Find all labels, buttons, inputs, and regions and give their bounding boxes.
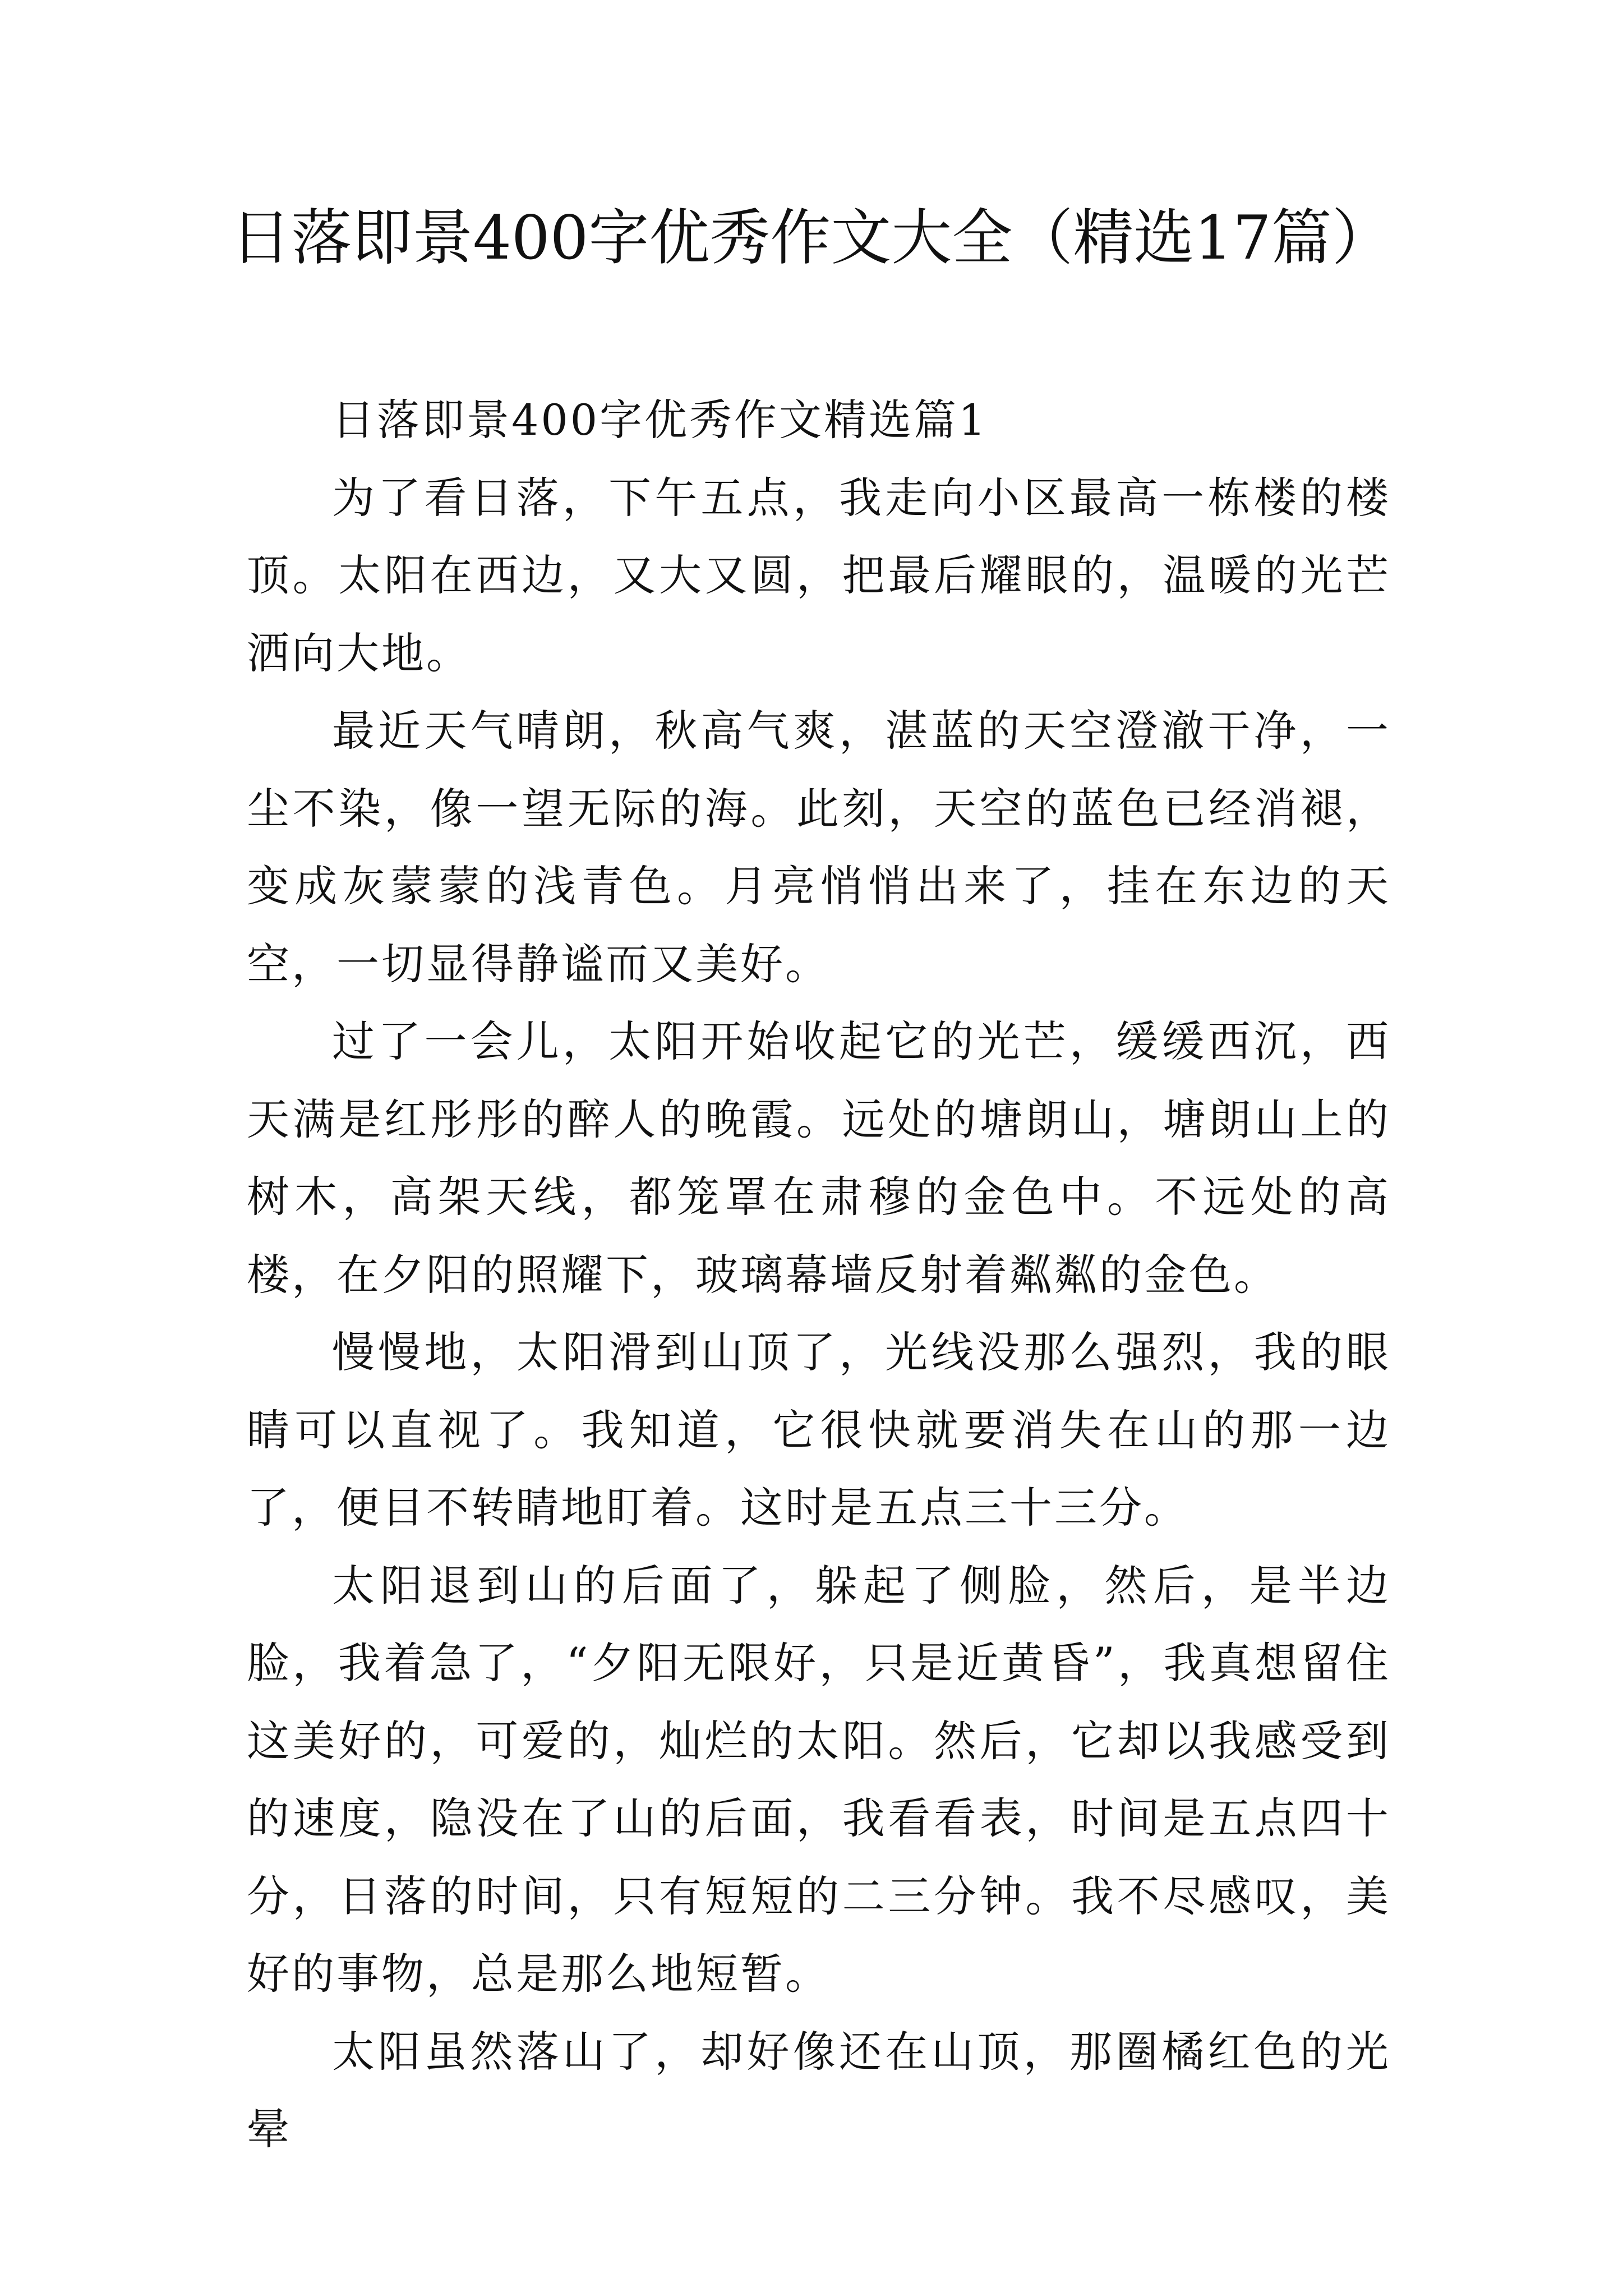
paragraph: 最近天气晴朗，秋高气爽，湛蓝的天空澄澈干净，一尘不染，像一望无际的海。此刻，天空的蓝色已经消褪，变成灰蒙蒙的浅青色。月亮悄悄出来了，挂在东边的天空，一切显得静谧而又美好。 [247,706,1391,989]
paragraph: 为了看日落，下午五点，我走向小区最高一栋楼的楼顶。太阳在西边，又大又圆，把最后耀眼的，温暖的光芒洒向大地。 [247,472,1391,678]
paragraph: 太阳虽然落山了，却好像还在山顶，那圈橘红色的光晕 [247,2026,1391,2154]
paragraph: 过了一会儿，太阳开始收起它的光芒，缓缓西沉，西天满是红彤彤的醉人的晚霞。远处的塘朗山，塘朗山上的树木，高架天线，都笼罩在肃穆的金色中。不远处的高楼，在夕阳的照耀下，玻璃幕墙反射着粼粼的金色。 [247,1016,1391,1300]
document-title: 日落即景400字优秀作文大全（精选17篇） [230,203,1393,273]
paragraph: 慢慢地，太阳滑到山顶了，光线没那么强烈，我的眼睛可以直视了。我知道，它很快就要消失在山的那一边了，便目不转睛地盯着。这时是五点三十三分。 [247,1327,1391,1533]
section-heading: 日落即景400字优秀作文精选篇1 [332,395,988,445]
document-body [247,381,1391,2169]
paragraph: 太阳退到山的后面了，躲起了侧脸，然后，是半边脸，我着急了，“夕阳无限好，只是近黄昏”，我真想留住这美好的，可爱的，灿烂的太阳。然后，它却以我感受到的速度，隐没在了山的后面，我看看表，时间是五点四十分，日落的时间，只有短短的二三分钟。我不尽感叹，美好的事物，总是那么地短暂。 [247,1560,1391,1999]
